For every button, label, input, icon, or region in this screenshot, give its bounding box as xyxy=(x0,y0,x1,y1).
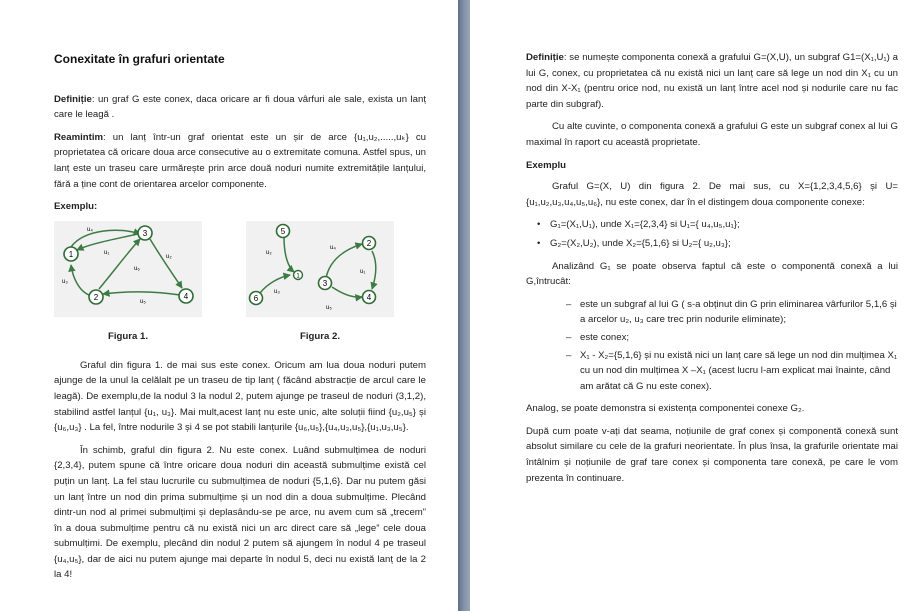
node-5 xyxy=(277,224,290,237)
label-u6: u₆ xyxy=(134,265,140,272)
label-u2: u₂ xyxy=(266,249,272,256)
example-heading-right: Exemplu xyxy=(526,159,566,171)
label-u5: u₅ xyxy=(140,298,146,305)
svg-text:6: 6 xyxy=(253,293,259,303)
components-list xyxy=(526,217,898,251)
label-u4: u₄ xyxy=(330,244,336,251)
closing-paragraph: După cum poate v-ați dat seama, noțiunile de graf conex și componentă conexă sunt absolut similare cu cele de la grafuri neorientate. În plus însa, la grafurile orientate mai întâlnim și noțiunile de graf tare conex și componenta tare conexă, pe care le vom prezenta în continuare. xyxy=(526,425,898,484)
list-item: – X₁ - X₂={5,1,6} și nu există nici un lanț care să lege un nod din mulțimea X₁ cu un nod din mulțimea X –X₁ (acest lucru l-am explicat mai înainte, când am arătat că G nu este conex). xyxy=(566,349,898,392)
svg-text:3: 3 xyxy=(322,278,328,288)
page-title: Conexitate în grafuri orientate xyxy=(54,52,225,66)
node-6 xyxy=(250,291,263,304)
arc-u5 xyxy=(103,292,180,295)
arc-u3 xyxy=(71,265,92,296)
svg-text:3: 3 xyxy=(142,228,148,238)
component-definition xyxy=(526,50,898,112)
document-page-right xyxy=(470,0,922,611)
component-definition-label: Definiție xyxy=(526,52,564,63)
svg-text:1: 1 xyxy=(296,273,300,280)
list-item: – este un subgraf al lui G ( s-a obținut din G prin eliminarea vârfurilor 5,1,6 și a arcelor u₂, u₃ care trec prin nodurile eliminate); xyxy=(566,298,897,326)
label-u1: u₁ xyxy=(360,268,366,275)
svg-text:1: 1 xyxy=(68,249,74,259)
page-left-content xyxy=(54,52,426,590)
arc-u2 xyxy=(284,237,294,272)
example-heading: Exemplu: xyxy=(54,201,98,213)
reasons-list xyxy=(526,297,898,395)
reminder-paragraph xyxy=(54,130,426,192)
svg-text:2: 2 xyxy=(93,292,99,302)
reminder-text: : un lanț într-un graf orientat este un șir de arce {u₁,u₂,.....,uₖ} cu proprietatea că oricare doua arce consecutive au o extremitate comuna. Astfel spus, un lanț este un traseu care urmărește prin arce două noduri numite extremitățile lanțului, fără a ține cont de orientarea arcelor componente. xyxy=(54,131,426,190)
node-4 xyxy=(363,290,376,303)
figure-1-explanation: Graful din figura 1. de mai sus este conex. Oricum am lua doua noduri putem ajunge de la unul la celălalt pe un traseu de tip lanț ( făcând abstracție de arcul care le leagă). De exemplu,de la nodul 3 la nodul 2, putem ajunge pe traseul de noduri (3,1,2), stabilind astfel lanțul {u₁, u₃}. Mai mult,acest lanț nu este unic, alte soluții fiind {u₂,u₅} și {u₆,u₃} . La fel, între nodurile 3 și 4 se pot stabili lanțurile {u₆,u₅},{u₄,u₃,u₅},{u₁,u₃,u₅}. xyxy=(54,359,426,434)
analog-paragraph: Analog, se poate demonstra si existența componentei conexe G₂. xyxy=(526,403,805,415)
arc-u6 xyxy=(99,239,140,289)
svg-text:4: 4 xyxy=(366,292,372,302)
svg-text:2: 2 xyxy=(366,238,372,248)
label-u3: u₃ xyxy=(62,278,68,285)
page-gutter xyxy=(458,0,470,611)
example-paragraph: Graful G=(X, U) din figura 2. De mai sus, cu X={1,2,3,4,5,6} și U={u₁,u₂,u₃,u₄,u₅,u₆}, nu este conex, dar în el distingem doua componente conexe: xyxy=(526,181,898,208)
label-u3: u₃ xyxy=(274,288,280,295)
list-item: • G₁=(X₁,U₁), unde X₁={2,3,4} si U₁={ u₄,u₅,u₁}; xyxy=(537,219,740,231)
page-right-content xyxy=(526,50,898,493)
node-3 xyxy=(319,276,332,289)
label-u5: u₅ xyxy=(326,304,332,311)
figures-row xyxy=(54,221,426,356)
node-1 xyxy=(294,270,303,279)
document-page-left xyxy=(0,0,458,611)
label-u4: u₄ xyxy=(87,226,93,233)
node-2 xyxy=(363,236,376,249)
node-2 xyxy=(89,290,103,304)
node-3 xyxy=(138,226,152,240)
svg-text:4: 4 xyxy=(183,291,189,301)
list-item: – este conex; xyxy=(566,331,630,343)
figure-2-caption: Figura 2. xyxy=(300,330,340,342)
figure-1-caption: Figura 1. xyxy=(108,330,148,342)
analysis-paragraph: Analizând G₁ se poate observa faptul că este o componentă conexă a lui G,întrucât: xyxy=(526,260,898,288)
node-1 xyxy=(64,247,78,261)
arc-u2 xyxy=(150,239,182,288)
figure-1-graph xyxy=(54,221,202,317)
label-u1: u₁ xyxy=(104,249,110,256)
arc-u1 xyxy=(372,251,376,289)
figure-2-explanation: În schimb, graful din figura 2. Nu este conex. Luând submulțimea de noduri {2,3,4}, putem spune că între oricare doua noduri din această submulțime există cel puțin un lanț. La fel stau lucrurile cu submulțimea de noduri {5,1,6}. Dar nu putem găsi un lanț între un nod din prima submulțime și un nod din a doua submulțime. Plecând dintr-un nod al primei submulțimi și deplasându-se pe arce, nu avem cum să „trecem” în a doua submulțime pentru că nu există nici un arc direct care să „lege” cele doua submulțimi. De exemplu, plecând din nodul 2 putem să ajungem în nodul 4 pe traseul {u₄,u₅}, dar de aici nu putem ajunge mai departe în nodul 5, deci nu există lanț de la 2 la 4! xyxy=(54,444,426,581)
component-definition-text: : se numește componenta conexă a grafului G=(X,U), un subgraf G1=(X₁,U₁) a lui G, conex, cu proprietatea că nu există nici un lanț care să lege un nod din X₁ cu un nod din X-X₁ (pentru orice nod, nu există un lanț între acel nod și nodurile care nu fac parte din subgraf). xyxy=(526,52,898,110)
node-4 xyxy=(179,289,193,303)
definition-label: Definiție xyxy=(54,93,92,105)
figure-2-graph xyxy=(246,221,394,317)
definition-text: : un graf G este conex, daca oricare ar fi doua vârfuri ale sale, exista un lanț care le leagă . xyxy=(54,93,426,121)
label-u2: u₂ xyxy=(166,253,172,260)
reminder-label: Reamintim xyxy=(54,131,104,143)
arc-u4 xyxy=(71,230,140,247)
definition-paragraph xyxy=(54,92,426,123)
list-item: • G₂=(X₂,U₂), unde X₂={5,1,6} si U₂={ u₂,u₃}; xyxy=(537,237,731,249)
arc-u5 xyxy=(332,287,362,297)
svg-text:5: 5 xyxy=(280,226,286,236)
alternate-definition: Cu alte cuvinte, o componenta conexă a grafului G este un subgraf conex al lui G maximal în raport cu această proprietate. xyxy=(526,121,898,148)
